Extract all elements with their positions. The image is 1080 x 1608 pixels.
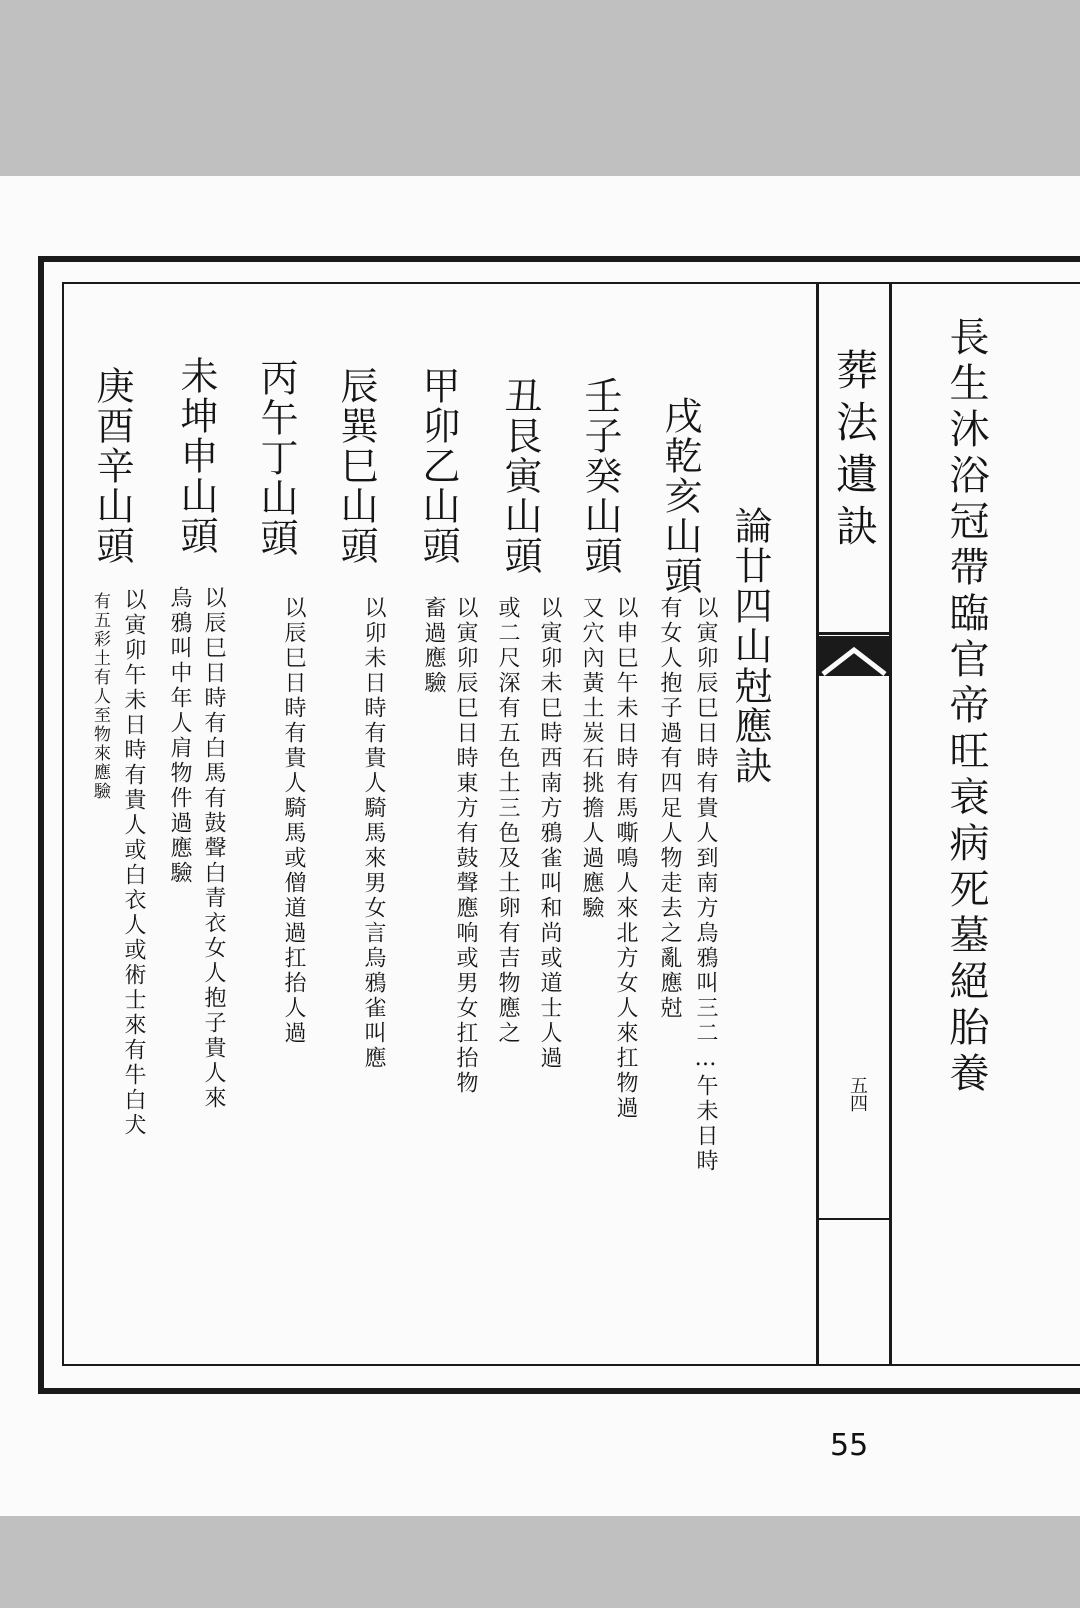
entry-head: 庚酉辛山頭	[90, 366, 134, 566]
gutter-divider-right	[889, 282, 892, 1366]
entry-line: 畜過應驗	[421, 596, 446, 696]
entry-line: 以寅卯辰巳日時東方有鼓聲應响或男女扛抬物	[453, 596, 478, 1096]
entry-head: 丑艮寅山頭	[498, 376, 542, 576]
top-gray-band	[0, 0, 1080, 176]
entry-head: 丙午丁山頭	[254, 358, 298, 558]
entry-line: 烏鴉叫中年人肩物件過應驗	[167, 586, 192, 886]
page-number: 55	[830, 1428, 869, 1463]
entry-line: 以辰巳日時有白馬有鼓聲白青衣女人抱子貴人來	[201, 586, 226, 1111]
scanned-page	[0, 176, 1080, 1516]
entry-head: 辰巽巳山頭	[334, 366, 378, 566]
bottom-gray-band	[0, 1516, 1080, 1608]
entry-line: 又穴內黃土炭石挑擔人過應驗	[579, 596, 604, 921]
entry-line: 以申巳午未日時有馬嘶鳴人來北方女人來扛物過	[613, 596, 638, 1121]
entry-line: 以辰巳日時有貴人騎馬或僧道過扛抬人過	[281, 596, 306, 1046]
entry-line: 以寅卯辰巳日時有貴人到南方烏鴉叫三二…午未日時	[693, 596, 718, 1174]
right-page-text: 長生沐浴冠帶臨官帝旺衰病死墓絕胎養	[943, 316, 989, 1098]
entry-head: 壬子癸山頭	[578, 376, 622, 576]
entry-head: 甲卯乙山頭	[416, 366, 460, 566]
gutter-rule-top	[819, 632, 889, 635]
entry-line: 以寅卯未巳時西南方鴉雀叫和尚或道士人過	[537, 596, 562, 1071]
gutter-book-title: 葬法遺訣	[830, 348, 879, 556]
section-title: 論廿四山尅應訣	[728, 506, 772, 786]
entry-line: 以卯未日時有貴人騎馬來男女言烏鴉雀叫應	[361, 596, 386, 1071]
fishtail-mark-icon	[819, 636, 889, 676]
leaf-number: 五四	[847, 1076, 868, 1112]
entry-head: 戌乾亥山頭	[658, 396, 702, 596]
entry-line: 有女人抱子過有四足人物走去之亂應尅	[657, 596, 682, 1021]
gutter-rule-bottom	[819, 1218, 889, 1220]
entry-line: 或二尺深有五色土三色及土卵有吉物應之	[495, 596, 520, 1046]
entry-line: 以寅卯午未日時有貴人或白衣人或術士來有牛白犬	[121, 588, 146, 1138]
entry-head: 未坤申山頭	[174, 356, 218, 556]
entry-line: 有五彩土有人至物來應驗	[90, 592, 110, 801]
